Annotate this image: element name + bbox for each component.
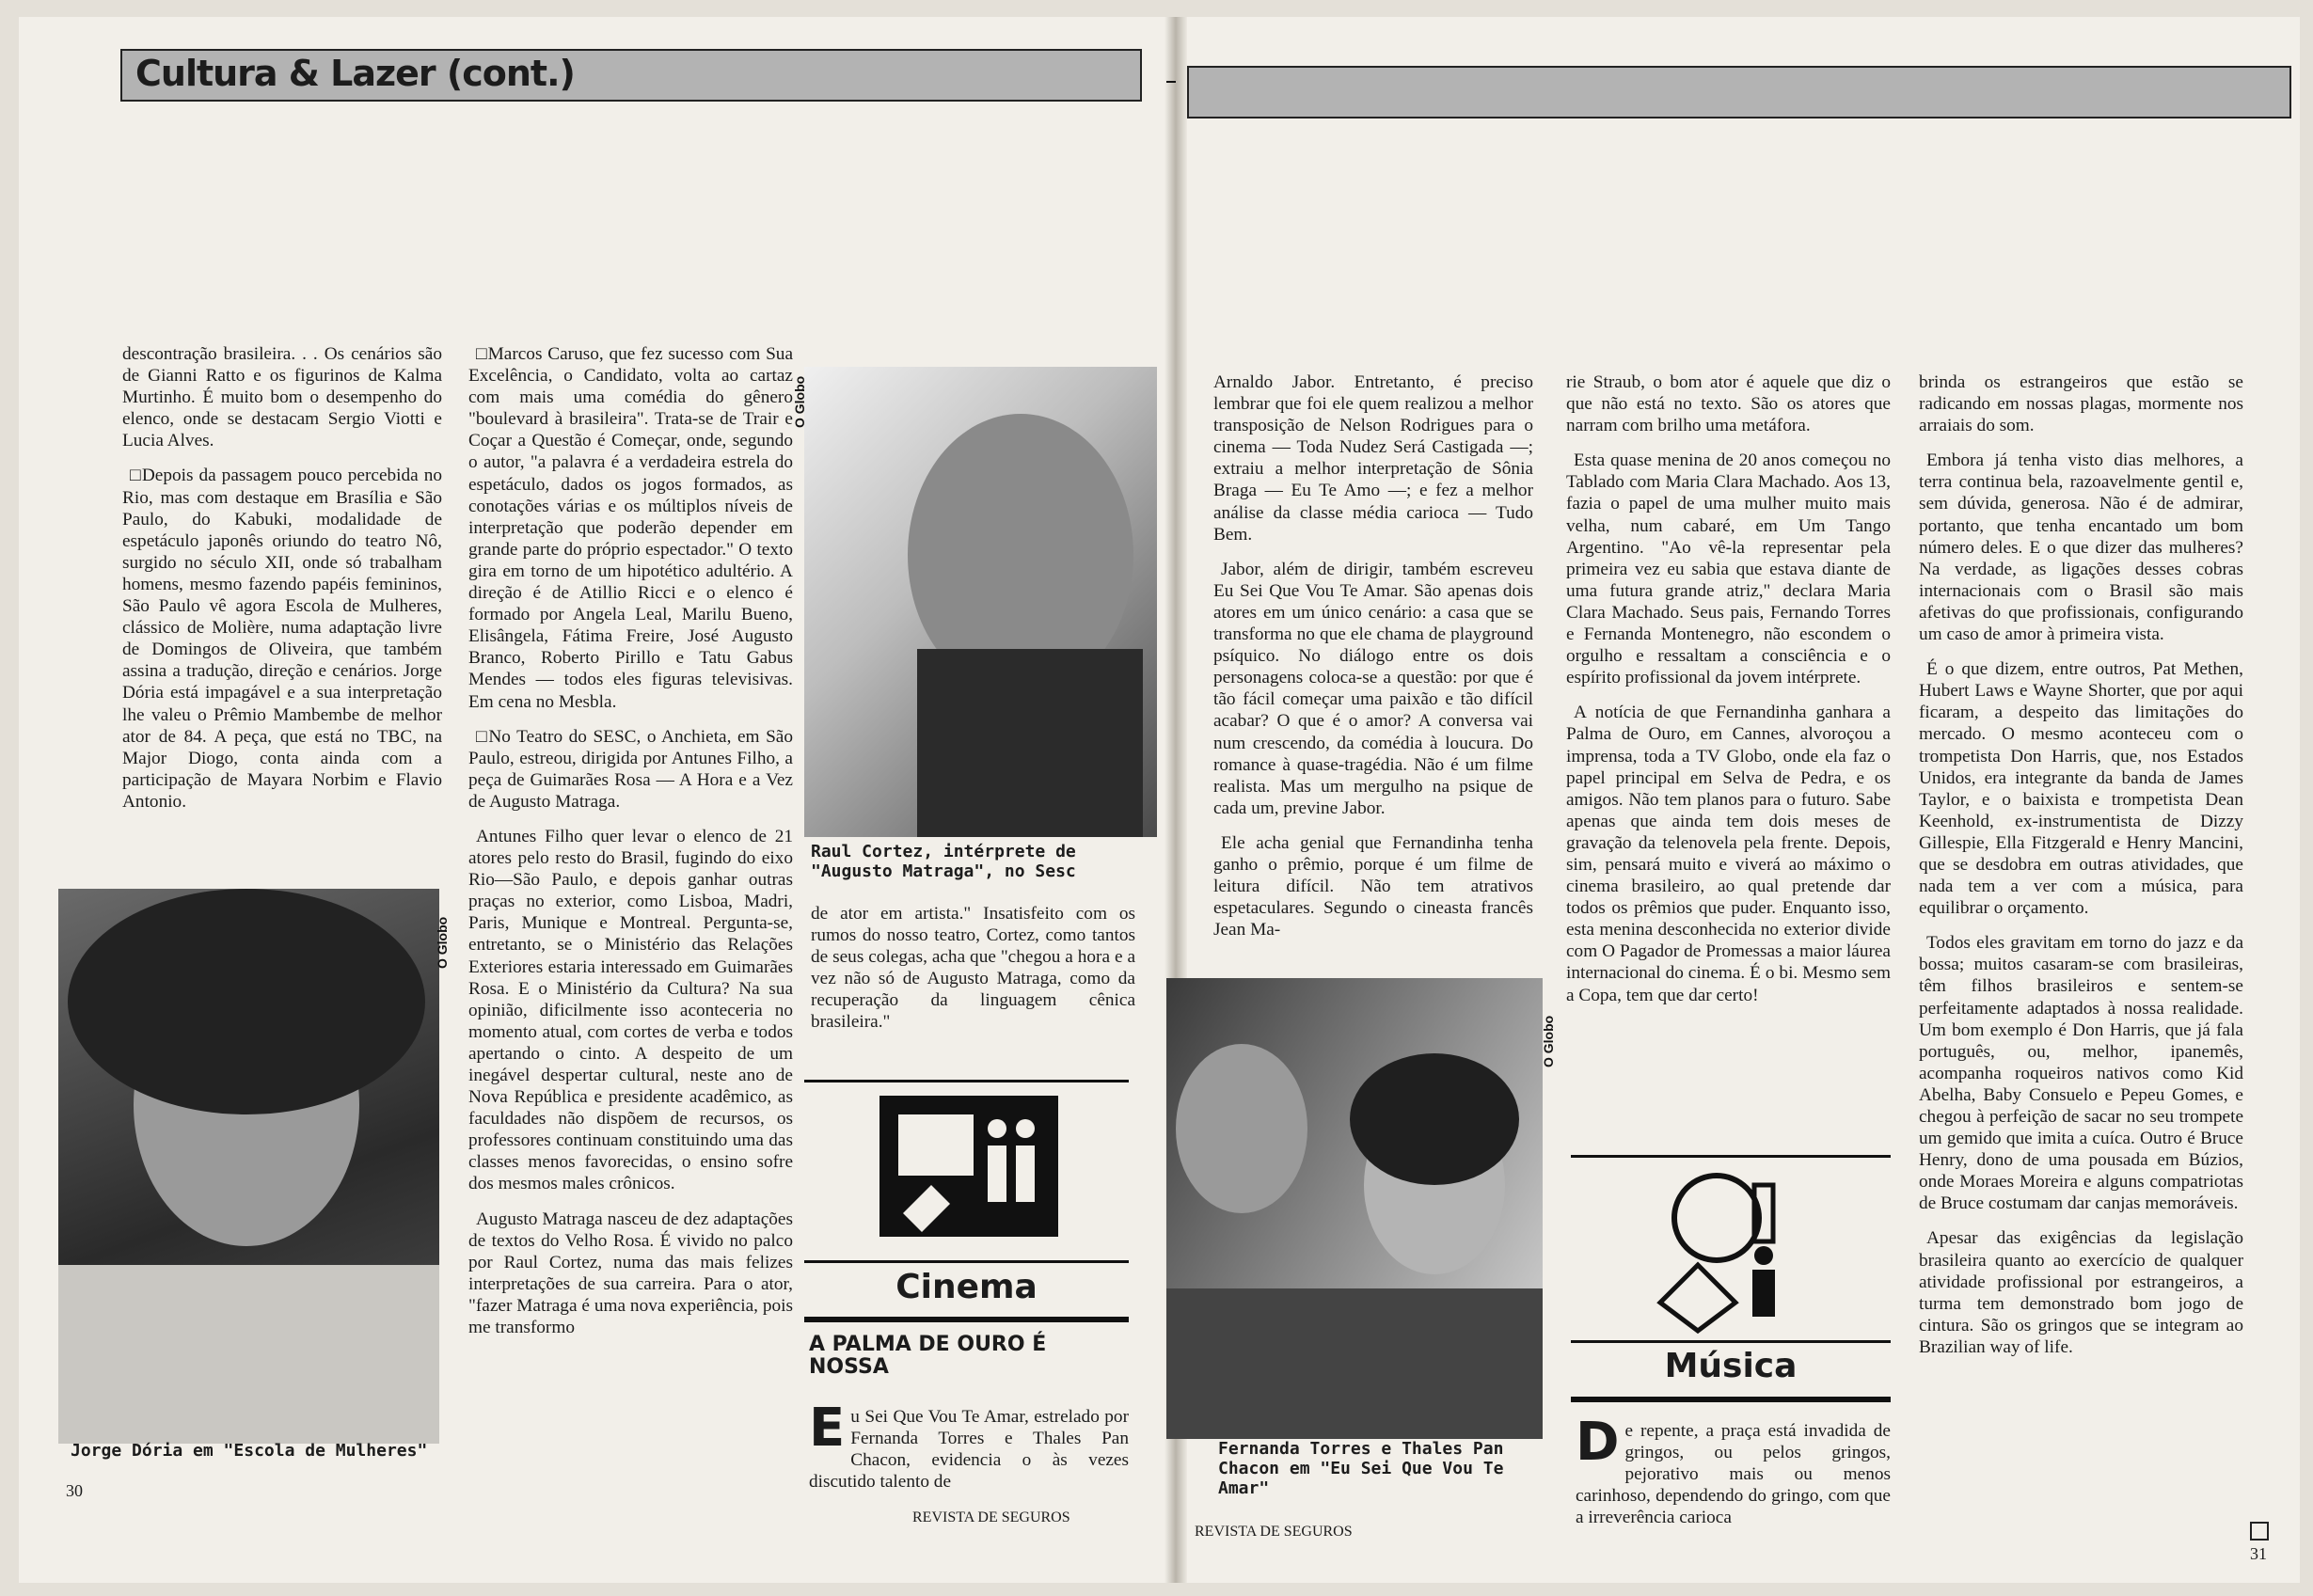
- magazine-name-left: REVISTA DE SEGUROS: [912, 1509, 1070, 1525]
- paragraph: Embora já tenha visto dias melhores, a terra continua bela, razoavelmente gentil e, sem dúvida, generosa. Não é de admirar, portanto, que tenha encantado um bom número deles. E o que dizer das mulheres? Na verdade, as ligações desses cobras internacionais com o Brasil são mais afetivas do que profissionais, configurando um caso de amor à primeira vista.: [1919, 450, 2243, 645]
- right-column-3: [1919, 371, 2243, 1371]
- paragraph: □ Depois da passagem pouco percebida no Rio, mas com destaque em Brasília e São Paulo, do Kabuki, modalidade de espetáculo japonês oriundo do teatro Nô, surgido no século XII, onde só trabalham homens, mesmo fazendo papéis femininos, São Paulo vê agora Escola de Mulheres, clássico de Molière, numa adaptação livre de Domingos de Oliveira, que também assina a tradução, direção e cenários. Jorge Dória está impagável e a sua interpretação lhe valeu o Prêmio Mambembe de melhor ator de 84. A peça, que está no TBC, na Major Diogo, conta ainda com a participação de Mayara Norbim e Flavio Antonio.: [122, 465, 442, 813]
- musica-heading: Música: [1664, 1347, 1798, 1385]
- section-rule: [804, 1317, 1129, 1322]
- paragraph: Arnaldo Jabor. Entretanto, é preciso lembrar que foi ele quem realizou a melhor transposição de Nelson Rodrigues para o cinema — Toda Nudez Será Castigada —; extraiu a melhor interpretação de Sônia Braga — Eu Te Amo —; e fez a melhor análise da classe média carioca — Tudo Bem.: [1213, 372, 1533, 545]
- paragraph: □ No Teatro do SESC, o Anchieta, em São Paulo, estreou, dirigida por Antunes Filho, a peça de Guimarães Rosa — A Hora e a Vez de Augusto Matraga.: [468, 726, 793, 813]
- paragraph: Antunes Filho quer levar o elenco de 21 atores pelo resto do Brasil, fugindo do eixo Rio—São Paulo, e depois ganhar outras praças no exterior, como Lisboa, Madri, Paris, Munique e Montreal. Pergunta-se, entretanto, se o Ministério das Relações Exteriores estaria interessado em Guimarães Rosa. E o Ministério da Cultura? Na sua opinião, dificilmente isso aconteceria no momento atual, com cortes de verba e todos apertando o cinto. A despeito de um inegável despertar cultural, neste ano de Nova República e presidente acadêmico, as faculdades não dispõem de recursos, os professores continuam constituindo uma das classes menos favorecidas, o ensino sofre dos mesmos males crônicos.: [468, 826, 793, 1194]
- paragraph: rie Straub, o bom ator é aquele que diz o que não está no texto. São os atores que narram com brilho uma metáfora.: [1566, 372, 1891, 436]
- paragraph: A notícia de que Fernandinha ganhara a Palma de Ouro, em Cannes, alvoroçou a imprensa, toda a TV Globo, onde ela faz o papel principal em Selva de Pedra, e os amigos. Não tem planos para o futuro. Sabe apenas que ainda tem dois meses de gravação da telenovela pela frente. Depois, sim, pensará muito e viverá ao máximo o cinema brasileiro, ao qual pretende dar todos os prêmios que puder. Enquanto isso, esta menina desconhecida no exterior divide com O Pagador de Promessas a maior láurea internacional do cinema. É o bi. Mesmo sem a Copa, tem que dar certo!: [1566, 703, 1891, 1005]
- paragraph: Esta quase menina de 20 anos começou no Tablado com Maria Clara Machado. Aos 13, fazia o papel de uma mulher muito mais velha, num cabaré, em Um Tango Argentino. "Ao vê-la representar pela primeira vez eu sabia que estava diante de uma futura grande atriz," declara Maria Clara Machado. Seus pais, Fernando Torres e Fernanda Montenegro, não escondem o orgulho e ressaltam a consciência e o espírito profissional da jovem intérprete.: [1566, 450, 1891, 688]
- left-column-3: [811, 903, 1135, 1047]
- photo-jorge-doria: [58, 889, 439, 1444]
- photo-credit: O Globo: [1541, 1015, 1556, 1067]
- paragraph: de ator em artista." Insatisfeito com os rumos do nosso teatro, Cortez, como tantos de seus colegas, acha que "chegou a hora e a vez não só de Augusto Matraga, como da recuperação da linguagem cênica brasileira.": [811, 904, 1135, 1033]
- right-column-1: [1213, 371, 1533, 954]
- left-column-2: [468, 343, 793, 1351]
- cinema-article: [809, 1398, 1129, 1493]
- paragraph: Augusto Matraga nasceu de dez adaptações de textos do Velho Rosa. É vivido no palco por Raul Cortez, numa das mais felizes interpretações de sua carreira. Para o ator, "fazer Matraga é uma nova experiência, pois me transformo: [468, 1209, 793, 1338]
- paragraph: Ele acha genial que Fernandinha tenha ganho o prêmio, porque é um filme de leitura difícil. Não tem atrativos espetaculares. Segundo o cineasta francês Jean Ma-: [1213, 832, 1533, 940]
- section-rule: [1571, 1340, 1891, 1343]
- photo-fernanda-torres-thales: [1166, 978, 1543, 1439]
- photo-caption: Fernanda Torres e Thales Pan Chacon em "Eu Sei Que Vou Te Amar": [1218, 1439, 1504, 1498]
- paragraph: u Sei Que Vou Te Amar, estrelado por Fernanda Torres e Thales Pan Chacon, evidencia o às vezes discutido talento de: [809, 1407, 1129, 1493]
- photo-fernanda-thales-image: [1166, 978, 1543, 1439]
- paragraph: □ Marcos Caruso, que fez sucesso com Sua Excelência, o Candidato, volta ao cartaz com mais uma comédia do gênero "boulevard à brasileira". Trata-se de Trair e Coçar a Questão é Começar, onde, segundo o autor, "a palavra é a verdadeira estrela do espetáculo, dados os jogos formados, as conotações várias e os múltiplos níveis de interpretação que poderão depender em grande parte do próprio espectador." O texto gira em torno de um hipotético adultério. A direção é de Atillio Ricci e o elenco é formado por Angela Leal, Marilu Bueno, Elisângela, Fátima Freire, José Augusto Branco, Roberto Pirillo e Tatu Gabus Mendes — todos eles figuras televisivas. Em cena no Mesbla.: [468, 343, 793, 713]
- paragraph: Apesar das exigências da legislação brasileira quanto ao exercício de qualquer atividade profissional por estrangeiros, a turma tem demonstrado bom jogo de cintura. São os gringos que se integram ao Brazilian way of life.: [1919, 1228, 2243, 1357]
- paragraph: É o que dizem, entre outros, Pat Methen, Hubert Laws e Wayne Shorter, que por aqui ficaram, a despeito das limitações do mercado. O mesmo aconteceu com o trompetista Don Harris, que, nos Estados Unidos, era integrante da banda de James Taylor, e o baixista e trompetista Dean Keenhold, ex-instrumentista de Dizzy Gillespie, Ella Fitzgerald e Henry Mancini, que se desdobra em outras atividades, que nada tem a ver com a música, para equilibrar o orçamento.: [1919, 659, 2243, 919]
- section-title: Cultura & Lazer (cont.): [135, 53, 575, 94]
- left-column-1: [122, 343, 442, 826]
- cinema-heading: Cinema: [895, 1268, 1038, 1306]
- paragraph: brinda os estrangeiros que estão se radicando em nossas plagas, mormente nos arraiais do som.: [1919, 372, 2243, 436]
- banner-rule: [1166, 81, 1176, 83]
- photo-raul-cortez: [804, 367, 1157, 837]
- photo-caption: Raul Cortez, intérprete de "Augusto Matraga", no Sesc: [811, 842, 1076, 881]
- section-rule: [1571, 1397, 1891, 1402]
- photo-credit: O Globo: [435, 916, 450, 969]
- drop-cap: D: [1576, 1412, 1620, 1473]
- right-column-2: [1566, 371, 1891, 1019]
- paragraph: Todos eles gravitam em torno do jazz e da bossa; muitos casaram-se com brasileiras, têm filhos brasileiros e sentem-se perfeitamente adaptados à nossa realidade. Um bom exemplo é Don Harris, que já fala português, ou, melhor, ipanemês, acompanha roqueiros nativos como Kid Abelha, Baby Consuelo e Pepeu Gomes, e chegou à perfeição de sacar no seu trompete um gemido que imita a cuíca. Outro é Bruce Henry, dono de uma pousada em Búzios, onde Moraes Moreira e alguns compatriotas de Bruce costumam dar canjas memoráveis.: [1919, 933, 2243, 1214]
- drop-cap: E: [809, 1398, 846, 1459]
- paragraph: e repente, a praça está invadida de gringos, ou pelos gringos, pejorativo mais ou menos carinhoso, dependendo do gringo, com que a irreverência carioca: [1576, 1421, 1891, 1528]
- section-rule: [804, 1080, 1129, 1082]
- cinema-subheading: A PALMA DE OURO É NOSSA: [809, 1333, 1047, 1379]
- end-mark: [2250, 1522, 2269, 1541]
- photo-raul-cortez-image: [804, 367, 1157, 837]
- section-banner-right: [1187, 66, 2291, 119]
- musica-article: [1576, 1412, 1891, 1528]
- photo-credit: O Globo: [792, 375, 807, 428]
- magazine-name-right: REVISTA DE SEGUROS: [1195, 1524, 1353, 1540]
- section-banner-left: [120, 49, 1142, 102]
- photo-caption: Jorge Dória em "Escola de Mulheres": [71, 1441, 428, 1461]
- music-icon: [1641, 1161, 1820, 1340]
- cinema-icon: [875, 1091, 1063, 1241]
- paragraph: Jabor, além de dirigir, também escreveu Eu Sei Que Vou Te Amar. São apenas dois atores em um único cenário: a casa que se transforma no que ele chama de playground psíquico. No diálogo entre os dois personagens coloca-se a questão: por que é tão fácil começar uma paixão e tão difícil acabar? O que é o amor? A conversa vai num crescendo, da comédia à loucura. Do romance à quase-tragédia. Não é um filme realista. Mas um mergulho na psique de cada um, previne Jabor.: [1213, 559, 1533, 818]
- section-rule: [804, 1260, 1129, 1263]
- section-rule: [1571, 1155, 1891, 1158]
- page-number-left: 30: [66, 1481, 83, 1500]
- page-number-right: 31: [2250, 1544, 2267, 1563]
- photo-jorge-doria-image: [58, 889, 439, 1444]
- paragraph: descontração brasileira. . . Os cenários são de Gianni Ratto e os figurinos de Kalma Murtinho. É muito bom o desempenho do elenco, onde se destacam Sergio Viotti e Lucia Alves.: [122, 344, 442, 451]
